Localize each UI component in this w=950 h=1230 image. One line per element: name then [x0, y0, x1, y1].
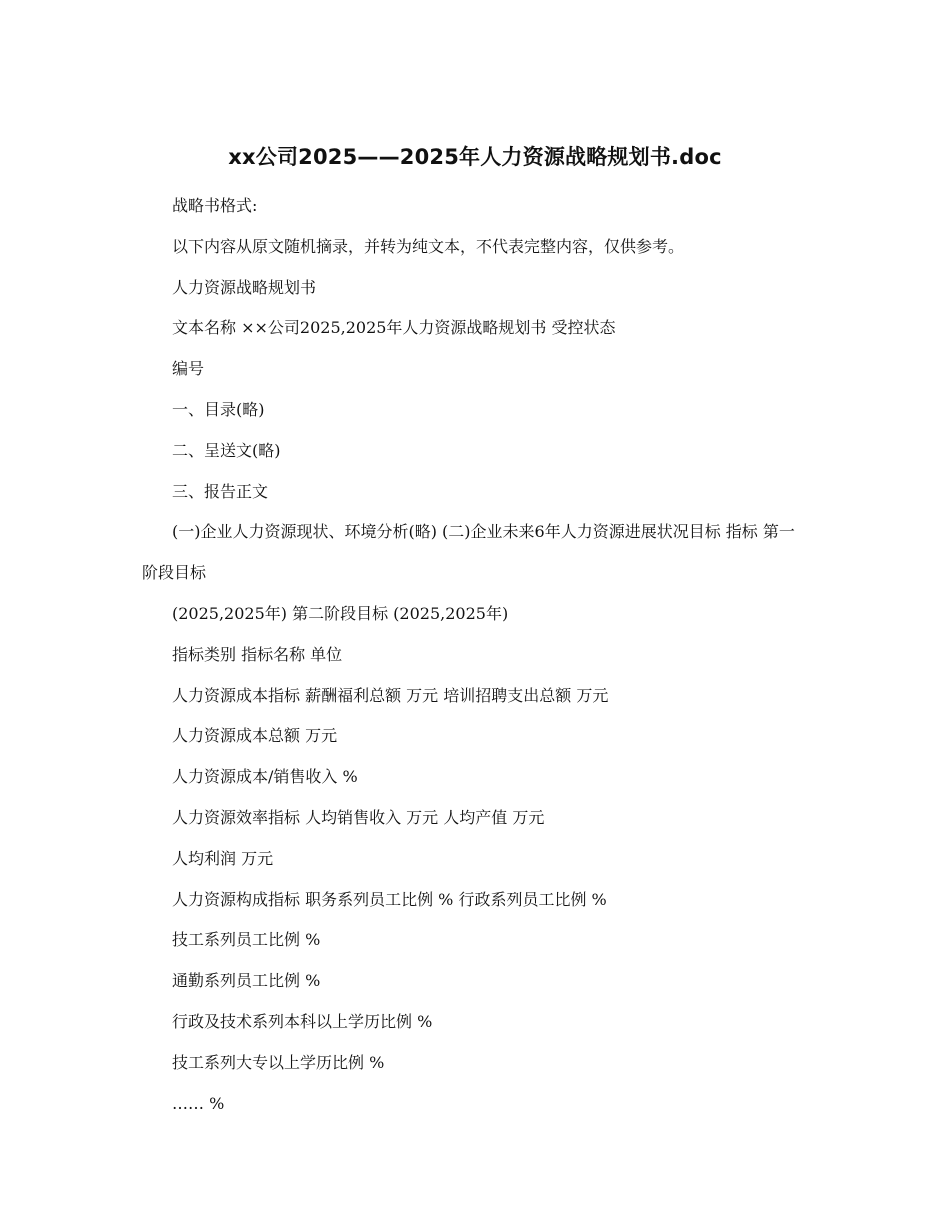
paragraph-disclaimer: 以下内容从原文随机摘录，并转为纯文本，不代表完整内容，仅供参考。	[172, 236, 685, 256]
paragraph-doc-name: 文本名称 ××公司2025,2025年人力资源战略规划书 受控状态	[172, 318, 616, 338]
paragraph-cost-ratio: 人力资源成本/销售收入 %	[172, 767, 358, 787]
document-title: xx公司2025——2025年人力资源战略规划书.doc	[228, 145, 722, 169]
paragraph-format: 战略书格式:	[172, 196, 258, 215]
paragraph-number: 编号	[172, 359, 205, 379]
paragraph-toc: 一、目录(略)	[172, 399, 265, 419]
paragraph-cost-indicators: 人力资源成本指标 薪酬福利总额 万元 培训招聘支出总额 万元	[172, 685, 609, 705]
paragraph-cost-total: 人力资源成本总额 万元	[172, 726, 338, 746]
paragraph-composition: 人力资源构成指标 职务系列员工比例 % 行政系列员工比例 %	[172, 889, 607, 909]
paragraph-indicator-header: 指标类别 指标名称 单位	[172, 644, 343, 664]
paragraph-report-body: 三、报告正文	[172, 481, 269, 501]
paragraph-profit: 人均利润 万元	[172, 848, 274, 868]
paragraph-commute-ratio: 通勤系列员工比例 %	[172, 971, 321, 991]
paragraph-heading: 人力资源战略规划书	[172, 277, 317, 297]
paragraph-technician-ratio: 技工系列员工比例 %	[172, 930, 321, 950]
paragraph-submission: 二、呈送文(略)	[172, 440, 281, 460]
paragraph-efficiency: 人力资源效率指标 人均销售收入 万元 人均产值 万元	[172, 807, 545, 827]
paragraph-analysis: (一)企业人力资源现状、环境分析(略) (二)企业未来6年人力资源进展状况目标 指标 第一阶段目标	[142, 522, 795, 583]
paragraph-stages: (2025,2025年) 第二阶段目标 (2025,2025年)	[172, 603, 509, 623]
paragraph-ellipsis: …… %	[172, 1093, 225, 1113]
paragraph-bachelor-ratio: 行政及技术系列本科以上学历比例 %	[172, 1011, 433, 1031]
paragraph-college-ratio: 技工系列大专以上学历比例 %	[172, 1052, 385, 1072]
